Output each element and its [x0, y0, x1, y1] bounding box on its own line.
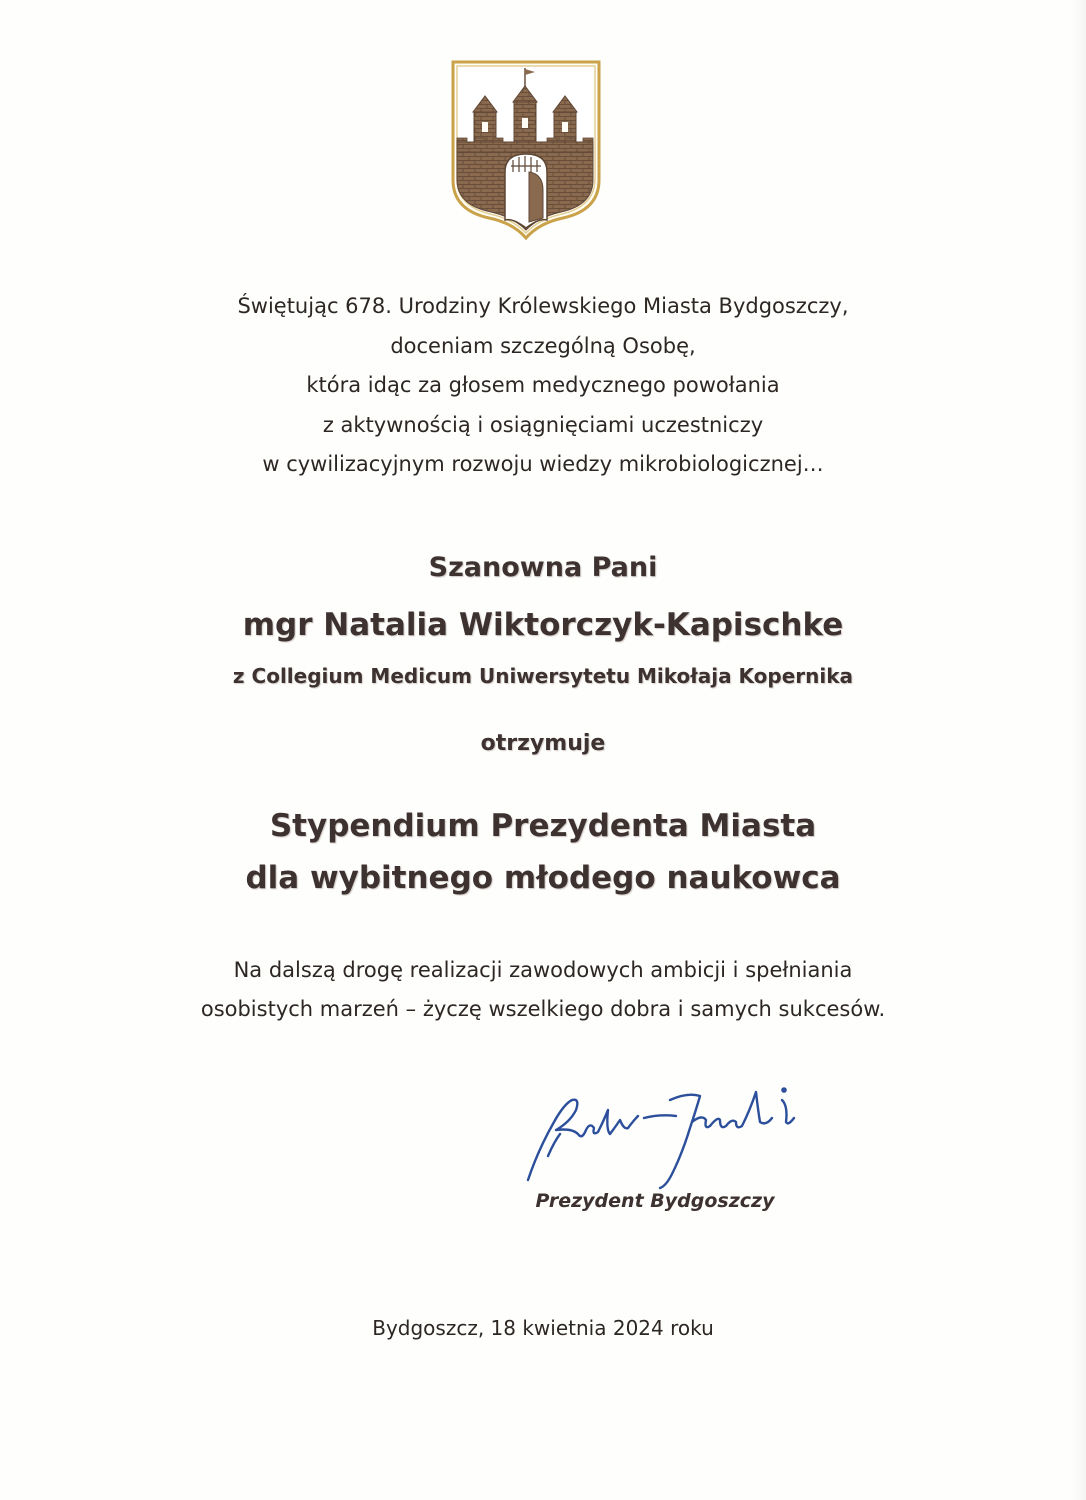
intro-line: która idąc za głosem medycznego powołania [306, 373, 780, 397]
wishes-line: osobistych marzeń – życzę wszelkiego dobra i samych sukcesów. [200, 997, 886, 1021]
award-line: Stypendium Prezydenta Miasta [269, 808, 817, 844]
receives-label: otrzymuje [480, 731, 606, 756]
page-edge [1072, 0, 1086, 1500]
intro-line: doceniam szczególną Osobę, [390, 333, 696, 358]
signature-icon [520, 1070, 820, 1200]
recipient-name: mgr Natalia Wiktorczyk-Kapischke [242, 607, 844, 643]
intro-line: w cywilizacyjnym rozwoju wiedzy mikrobiologicznej… [262, 452, 824, 476]
recipient-affiliation: z Collegium Medicum Uniwersytetu Mikołaja Kopernika [232, 664, 854, 688]
intro-paragraph [100, 287, 986, 485]
wishes-paragraph [80, 951, 1006, 1029]
award-line: dla wybitnego młodego naukowca [245, 860, 841, 896]
award-title [100, 800, 986, 904]
intro-line: z aktywnością i osiągnięciami uczestniczy [322, 412, 764, 437]
wishes-line: Na dalszą drogę realizacji zawodowych ambicji i spełniania [233, 958, 853, 982]
salutation: Szanowna Pani [428, 552, 658, 583]
signer-title: Prezydent Bydgoszczy [535, 1190, 775, 1212]
place-and-date: Bydgoszcz, 18 kwietnia 2024 roku [372, 1316, 714, 1340]
coat-of-arms-icon [451, 60, 601, 240]
intro-line: Świętując 678. Urodziny Królewskiego Miasta Bydgoszczy, [237, 294, 849, 318]
